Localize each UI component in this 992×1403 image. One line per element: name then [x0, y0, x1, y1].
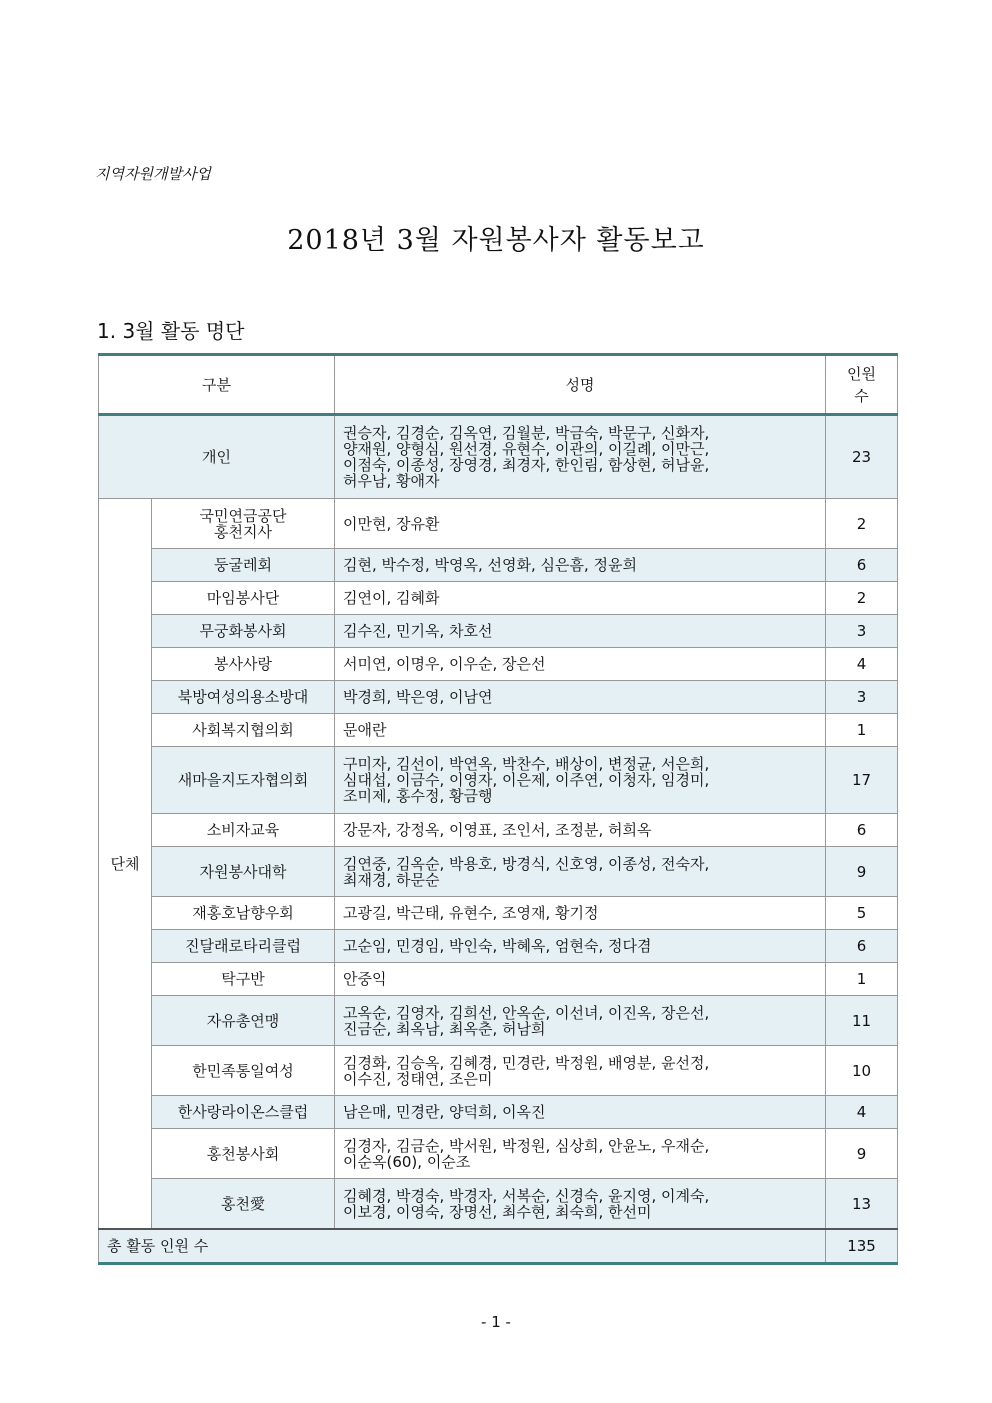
member-count: 5 [826, 897, 898, 930]
total-count: 135 [826, 1229, 898, 1264]
org-name-line: 홍천愛 [221, 1194, 265, 1213]
org-name [152, 681, 335, 714]
member-names [335, 814, 826, 847]
name-line: 심대섭, 이금수, 이영자, 이은제, 이주연, 이청자, 임경미, [343, 771, 710, 789]
table-row [99, 499, 898, 549]
member-names [335, 714, 826, 747]
member-count: 10 [826, 1046, 898, 1096]
name-line: 안중익 [343, 970, 387, 988]
org-name-line: 한사랑라이온스클럽 [177, 1103, 309, 1121]
header-count [826, 355, 898, 415]
header-count-line2: 수 [854, 386, 869, 405]
org-name [152, 549, 335, 582]
org-name [152, 996, 335, 1046]
org-name-line: 국민연금공단 [199, 506, 287, 525]
org-name-line: 홍천지사 [214, 522, 272, 541]
name-line: 서미연, 이명우, 이우순, 장은선 [343, 655, 546, 673]
org-name [152, 930, 335, 963]
name-line: 김연중, 김옥순, 박용호, 방경식, 신호영, 이종성, 전숙자, [343, 854, 710, 873]
org-name-line: 홍천봉사회 [206, 1144, 280, 1163]
org-name [152, 714, 335, 747]
org-name-line: 재홍호남향우회 [192, 904, 294, 922]
name-line: 남은매, 민경란, 양덕희, 이옥진 [343, 1103, 546, 1121]
name-line: 양재원, 양형심, 원선경, 유현수, 이관의, 이길례, 이만근, [343, 440, 710, 458]
member-names [335, 582, 826, 615]
name-line: 박경희, 박은영, 이남연 [343, 688, 493, 706]
member-names [335, 930, 826, 963]
table-row [99, 897, 898, 930]
name-line: 이순옥(60), 이순조 [343, 1152, 471, 1171]
header-count-line1: 인원 [847, 364, 876, 383]
org-name-line: 마임봉사단 [206, 589, 280, 607]
table-row [99, 1129, 898, 1179]
member-names [335, 615, 826, 648]
name-line: 조미제, 홍수정, 황금행 [343, 787, 493, 805]
table-row [99, 648, 898, 681]
member-count: 6 [826, 549, 898, 582]
name-line: 이보경, 이영숙, 장명선, 최수현, 최숙희, 한선미 [343, 1202, 652, 1221]
table-row-individual [99, 415, 898, 499]
org-name [152, 648, 335, 681]
name-line: 진금순, 최옥남, 최옥춘, 허남희 [343, 1019, 546, 1038]
name-line: 고광길, 박근태, 유현수, 조영재, 황기정 [343, 904, 599, 922]
individual-count: 23 [826, 415, 898, 499]
org-name [152, 615, 335, 648]
member-count: 4 [826, 648, 898, 681]
total-label: 총 활동 인원 수 [99, 1229, 826, 1264]
org-name-line: 새마을지도자협의회 [177, 771, 309, 789]
header-names: 성명 [335, 355, 826, 415]
member-count: 11 [826, 996, 898, 1046]
volunteer-table [98, 353, 898, 1265]
name-line: 김경자, 김금순, 박서원, 박정원, 심상희, 안윤노, 우재순, [343, 1136, 710, 1155]
name-line: 김혜경, 박경숙, 박경자, 서복순, 신경숙, 윤지영, 이계숙, [343, 1186, 710, 1205]
table-row [99, 1046, 898, 1096]
name-line: 최재경, 하문순 [343, 870, 440, 889]
document-subtitle: 지역자원개발사업 [95, 165, 211, 183]
table-row [99, 549, 898, 582]
org-name-line: 북방여성의용소방대 [177, 688, 309, 706]
org-name [152, 747, 335, 814]
member-names [335, 1096, 826, 1129]
org-name [152, 1129, 335, 1179]
table-row [99, 681, 898, 714]
name-line: 김연이, 김혜화 [343, 589, 440, 607]
name-line: 권승자, 김경순, 김옥연, 김월분, 박금숙, 박문구, 신화자, [343, 424, 710, 442]
org-name [152, 814, 335, 847]
table-header-row [99, 355, 898, 415]
org-name [152, 1096, 335, 1129]
org-name-line: 무궁화봉사회 [199, 622, 287, 640]
org-name-line: 자유총연맹 [206, 1011, 280, 1030]
member-names [335, 747, 826, 814]
org-name-line: 소비자교육 [206, 821, 280, 839]
member-count: 3 [826, 615, 898, 648]
org-name-line: 봉사사랑 [214, 655, 272, 673]
individual-label: 개인 [99, 415, 335, 499]
name-line: 고순임, 민경임, 박인숙, 박혜옥, 엄현숙, 정다겸 [343, 937, 652, 955]
member-names [335, 648, 826, 681]
org-name [152, 1046, 335, 1096]
name-line: 강문자, 강정옥, 이영표, 조인서, 조정분, 허희옥 [343, 821, 652, 839]
org-name [152, 963, 335, 996]
member-names [335, 963, 826, 996]
member-names [335, 847, 826, 897]
table-row [99, 714, 898, 747]
org-name-line: 진달래로타리클럽 [185, 937, 301, 955]
member-names [335, 499, 826, 549]
org-name [152, 1179, 335, 1230]
table-row [99, 996, 898, 1046]
name-line: 김수진, 민기옥, 차호선 [343, 622, 493, 640]
org-name-line: 자원봉사대학 [199, 862, 287, 881]
header-category: 구분 [99, 355, 335, 415]
table-row [99, 930, 898, 963]
section-heading: 1. 3월 활동 명단 [97, 319, 245, 343]
member-count: 13 [826, 1179, 898, 1230]
member-names [335, 1179, 826, 1230]
document-title: 2018년 3월 자원봉사자 활동보고 [287, 225, 705, 256]
name-line: 구미자, 김선이, 박연옥, 박찬수, 배상이, 변정균, 서은희, [343, 755, 710, 773]
member-count: 3 [826, 681, 898, 714]
member-count: 9 [826, 1129, 898, 1179]
individual-names [335, 415, 826, 499]
member-names [335, 549, 826, 582]
total-row [99, 1229, 898, 1264]
name-line: 이점숙, 이종성, 장영경, 최경자, 한인림, 함상현, 허남윤, [343, 456, 710, 474]
member-names [335, 897, 826, 930]
member-count: 2 [826, 499, 898, 549]
name-line: 허우남, 황애자 [343, 472, 440, 490]
org-name-line: 둥굴레회 [214, 556, 272, 574]
member-count: 2 [826, 582, 898, 615]
org-name [152, 847, 335, 897]
group-label: 단체 [99, 499, 152, 1230]
table-row [99, 582, 898, 615]
table-row [99, 1096, 898, 1129]
name-line: 김현, 박수정, 박영옥, 선영화, 심은흠, 정윤희 [343, 556, 638, 574]
name-line: 김경화, 김승옥, 김혜경, 민경란, 박정원, 배영분, 윤선정, [343, 1053, 710, 1072]
member-count: 1 [826, 714, 898, 747]
name-line: 이만현, 장유환 [343, 514, 440, 533]
member-count: 4 [826, 1096, 898, 1129]
org-name-line: 탁구반 [221, 970, 265, 988]
name-line: 이수진, 정태연, 조은미 [343, 1069, 493, 1088]
name-line: 문애란 [343, 721, 387, 739]
member-names [335, 996, 826, 1046]
org-name [152, 897, 335, 930]
table-row [99, 747, 898, 814]
member-count: 17 [826, 747, 898, 814]
member-count: 6 [826, 814, 898, 847]
member-names [335, 681, 826, 714]
member-count: 1 [826, 963, 898, 996]
member-names [335, 1129, 826, 1179]
org-name [152, 499, 335, 549]
member-count: 9 [826, 847, 898, 897]
member-count: 6 [826, 930, 898, 963]
table-row [99, 963, 898, 996]
org-name-line: 한민족통일여성 [192, 1061, 294, 1080]
member-names [335, 1046, 826, 1096]
name-line: 고옥순, 김영자, 김희선, 안옥순, 이선녀, 이진옥, 장은선, [343, 1003, 710, 1022]
table-row [99, 847, 898, 897]
table-row [99, 615, 898, 648]
org-name [152, 582, 335, 615]
org-name-line: 사회복지협의회 [192, 721, 294, 739]
table-row [99, 814, 898, 847]
table-row [99, 1179, 898, 1230]
page-number: - 1 - [481, 1313, 511, 1331]
